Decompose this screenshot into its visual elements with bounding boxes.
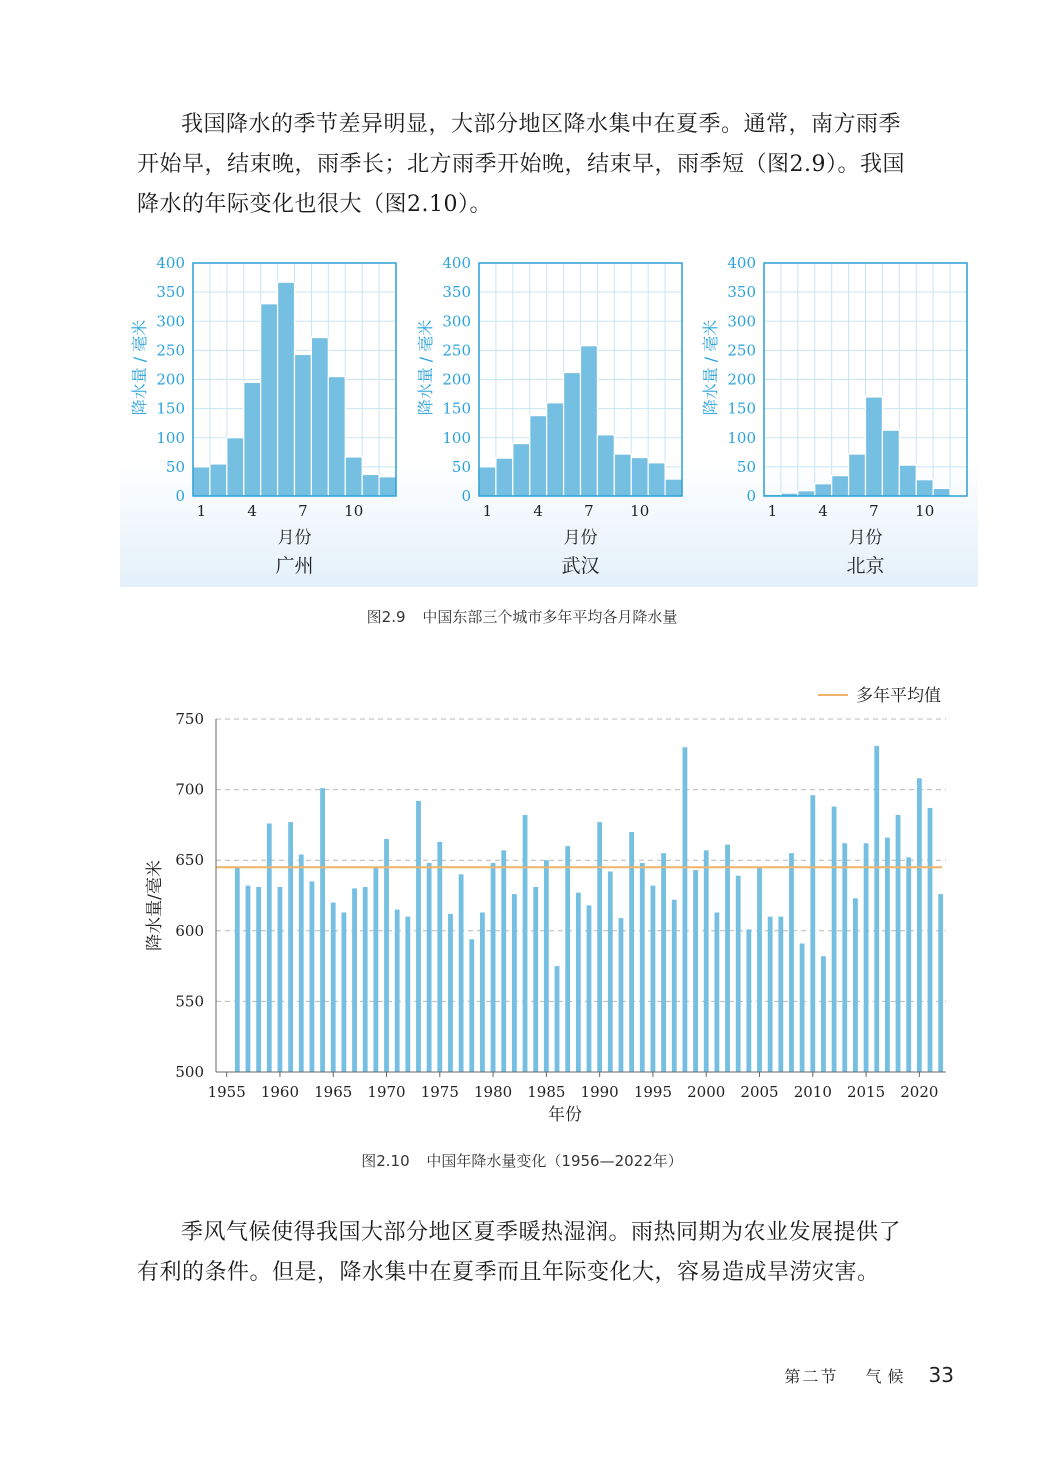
y-tick-label: 400 — [156, 254, 185, 272]
city-name: 广州 — [275, 555, 314, 577]
y-tick-label: 200 — [156, 370, 185, 389]
y-tick-label: 150 — [442, 399, 471, 418]
year-bar — [235, 867, 240, 1072]
figure-number: 图2.10 — [361, 1152, 410, 1170]
year-bar — [683, 747, 688, 1072]
y-tick-label: 100 — [727, 428, 756, 447]
year-bar — [874, 746, 879, 1072]
year-bar — [725, 845, 730, 1072]
year-bar — [768, 917, 773, 1072]
x-tick-label: 1 — [196, 502, 207, 520]
year-bar — [917, 778, 922, 1072]
year-bar — [928, 808, 933, 1072]
year-bar — [427, 863, 432, 1072]
year-bar — [864, 843, 869, 1072]
year-bar — [246, 886, 251, 1072]
year-bar — [757, 867, 762, 1072]
y-tick-label: 350 — [156, 283, 185, 302]
y-tick-label: 0 — [746, 487, 756, 505]
y-tick-label: 350 — [442, 283, 471, 302]
y-tick-label: 250 — [442, 341, 471, 360]
year-bar — [501, 850, 506, 1072]
y-tick-label: 400 — [442, 254, 471, 272]
year-bar — [896, 815, 901, 1072]
year-bar — [672, 900, 677, 1072]
y-tick-label: 350 — [727, 283, 756, 302]
year-bar — [320, 788, 325, 1072]
year-bar — [555, 966, 560, 1072]
year-bar — [608, 871, 613, 1072]
x-tick-label: 4 — [818, 502, 828, 520]
year-bar — [331, 903, 336, 1072]
x-axis-label: 月份 — [277, 528, 312, 548]
y-tick-label: 150 — [156, 399, 185, 418]
year-bar — [693, 870, 698, 1072]
year-bar — [363, 887, 368, 1072]
y-tick-label: 250 — [156, 341, 185, 360]
figure-number: 图2.9 — [366, 608, 406, 626]
x-tick-label: 2000 — [687, 1083, 726, 1101]
y-tick-label: 100 — [156, 428, 185, 447]
x-tick-label: 1 — [767, 502, 778, 520]
y-tick-label: 650 — [175, 851, 204, 870]
footer-topic: 气候 — [865, 1367, 910, 1386]
x-tick-label: 4 — [247, 502, 257, 520]
year-bar — [437, 842, 442, 1072]
x-tick-label: 10 — [630, 502, 650, 520]
year-bar — [938, 894, 943, 1072]
figure-title: 中国年降水量变化（1956—2022年） — [426, 1152, 683, 1170]
year-bar — [832, 807, 837, 1072]
y-tick-label: 500 — [175, 1063, 204, 1081]
y-tick-label: 700 — [175, 780, 204, 799]
year-bar — [512, 894, 517, 1072]
x-tick-label: 2005 — [740, 1083, 779, 1101]
year-bar — [352, 888, 357, 1072]
year-bar — [533, 887, 538, 1072]
city-name: 北京 — [846, 555, 885, 577]
paragraph-line: 我国降水的季节差异明显，大部分地区降水集中在夏季。通常，南方雨季 — [181, 112, 902, 137]
y-tick-label: 750 — [175, 710, 204, 728]
page-footer — [784, 1363, 954, 1387]
year-bar — [853, 898, 858, 1072]
y-tick-label: 600 — [175, 921, 204, 940]
year-bar — [288, 822, 293, 1072]
city-name: 武汉 — [561, 555, 600, 577]
year-bar — [736, 876, 741, 1072]
year-bar — [587, 905, 592, 1072]
y-tick-label: 0 — [461, 487, 471, 505]
year-bar — [256, 887, 261, 1072]
x-tick-label: 7 — [584, 502, 594, 520]
y-tick-label: 50 — [736, 457, 756, 476]
year-bar — [789, 853, 794, 1072]
figure-title: 中国东部三个城市多年平均各月降水量 — [422, 608, 678, 626]
legend — [818, 685, 941, 706]
year-bar — [384, 839, 389, 1072]
x-axis-label: 月份 — [563, 528, 598, 548]
y-tick-label: 300 — [727, 312, 756, 331]
x-tick-label: 2020 — [900, 1083, 939, 1101]
x-tick-label: 1985 — [527, 1083, 566, 1101]
year-bar — [576, 893, 581, 1072]
y-tick-label: 100 — [442, 428, 471, 447]
x-tick-label: 1965 — [314, 1083, 353, 1101]
paragraph-line: 开始早，结束晚，雨季长；北方雨季开始晚，结束早，雨季短（图2.9）。我国 — [137, 152, 905, 177]
year-bar — [714, 912, 719, 1072]
year-bar — [523, 815, 528, 1072]
x-axis-label: 月份 — [848, 528, 883, 548]
x-tick-label: 1980 — [473, 1083, 513, 1101]
figure-2-10-caption — [0, 1150, 1044, 1171]
annual-chart — [145, 685, 946, 1125]
y-axis-label: 降水量 / 毫米 — [130, 319, 149, 416]
year-bar — [341, 912, 346, 1072]
x-tick-label: 1 — [482, 502, 493, 520]
year-bar — [373, 867, 378, 1072]
x-tick-label: 7 — [298, 502, 308, 520]
y-axis-label: 降水量 / 毫米 — [416, 319, 435, 416]
year-bar — [565, 846, 570, 1072]
year-bar — [885, 838, 890, 1072]
y-tick-label: 400 — [727, 254, 756, 272]
y-axis-label: 降水量/毫米 — [145, 860, 165, 951]
x-tick-label: 2015 — [846, 1083, 886, 1101]
x-tick-label: 10 — [344, 502, 364, 520]
x-tick-label: 4 — [533, 502, 543, 520]
y-tick-label: 50 — [451, 457, 471, 476]
year-bar — [704, 850, 709, 1072]
y-tick-label: 0 — [175, 487, 185, 505]
x-tick-label: 1970 — [367, 1083, 406, 1101]
year-bar — [661, 853, 666, 1072]
year-bar — [491, 863, 496, 1072]
x-tick-label: 1955 — [207, 1083, 246, 1101]
year-bar — [480, 912, 485, 1072]
footer-section: 第二节 — [784, 1367, 839, 1386]
year-bar — [810, 795, 815, 1072]
year-bar — [310, 881, 315, 1072]
year-bar — [469, 939, 474, 1072]
y-tick-label: 200 — [442, 370, 471, 389]
y-tick-label: 550 — [175, 992, 204, 1011]
x-tick-label: 10 — [915, 502, 935, 520]
x-tick-label: 2010 — [793, 1083, 832, 1101]
year-bar — [448, 914, 453, 1072]
year-bar — [746, 929, 751, 1072]
year-bar — [800, 944, 805, 1072]
year-bar — [651, 886, 656, 1072]
y-tick-label: 300 — [442, 312, 471, 331]
page-number: 33 — [928, 1363, 954, 1387]
year-bar — [640, 863, 645, 1072]
y-tick-label: 50 — [165, 457, 185, 476]
paragraph-line: 降水的年际变化也很大（图2.10）。 — [137, 192, 492, 217]
year-bar — [459, 874, 464, 1072]
year-bar — [906, 857, 911, 1072]
x-tick-label: 7 — [869, 502, 879, 520]
y-tick-label: 300 — [156, 312, 185, 331]
y-axis-label: 降水量 / 毫米 — [701, 319, 720, 416]
y-tick-label: 250 — [727, 341, 756, 360]
paragraph-line: 有利的条件。但是，降水集中在夏季而且年际变化大，容易造成旱涝灾害。 — [137, 1260, 880, 1285]
year-bar — [821, 956, 826, 1072]
x-tick-label: 1995 — [633, 1083, 673, 1101]
year-bar — [267, 823, 272, 1072]
year-bar — [842, 843, 847, 1072]
paragraph-line: 季风气候使得我国大部分地区夏季暖热湿润。雨热同期为农业发展提供了 — [181, 1220, 902, 1245]
year-bar — [778, 917, 783, 1072]
y-tick-label: 150 — [727, 399, 756, 418]
x-tick-label: 1990 — [580, 1083, 619, 1101]
x-axis-label: 年份 — [548, 1105, 582, 1125]
year-bar — [597, 822, 602, 1072]
x-tick-label: 1975 — [420, 1083, 459, 1101]
year-bar — [395, 910, 400, 1072]
legend-label: 多年平均值 — [856, 686, 941, 706]
year-bar — [299, 855, 304, 1072]
year-bar — [544, 860, 549, 1072]
x-tick-label: 1960 — [260, 1083, 300, 1101]
conclusion-paragraph — [137, 1213, 957, 1293]
y-tick-label: 200 — [727, 370, 756, 389]
year-bar — [619, 918, 624, 1072]
year-bar — [405, 917, 410, 1072]
year-bar — [416, 801, 421, 1072]
year-bar — [278, 887, 283, 1072]
